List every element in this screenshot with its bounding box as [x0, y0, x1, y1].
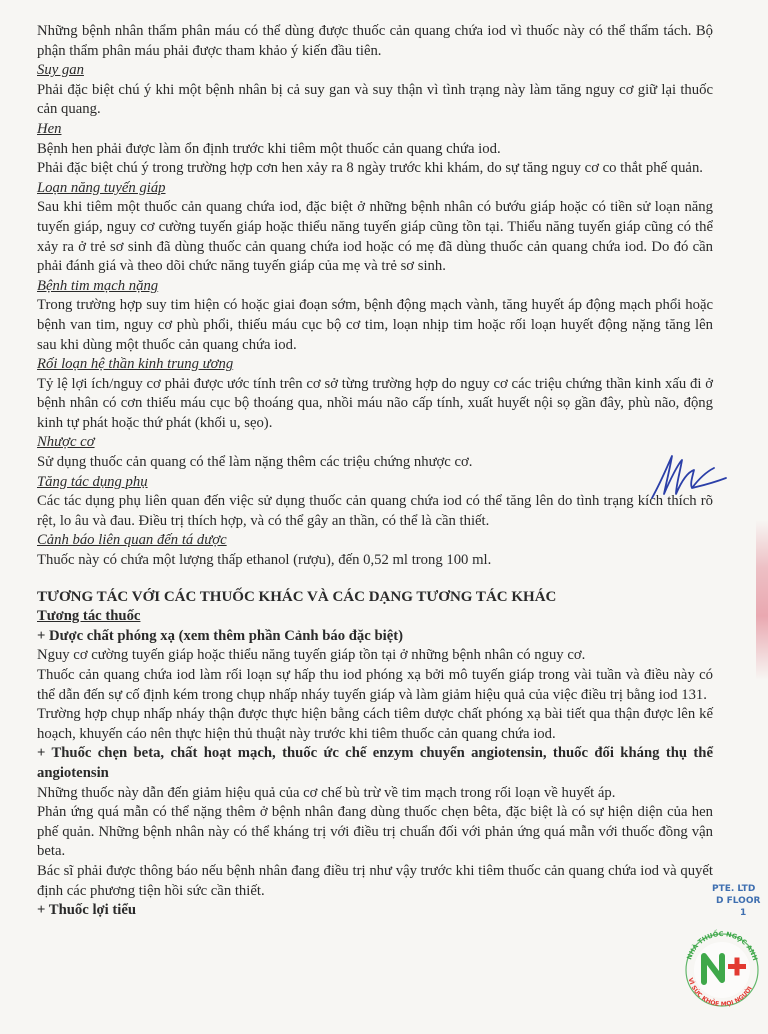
stamp-text-line2: D FLOOR — [716, 896, 761, 906]
subsection-heading: Rối loạn hệ thần kinh trung ương — [37, 356, 234, 373]
body-paragraph: Phản ứng quá mẫn có thể nặng thêm ở bệnh nhân đang dùng thuốc chẹn bêta, đặc biệt là có sự hiện diện của hen phế quản. Những bệnh nhân này có thể kháng trị với điều trị chuẩn đối với phản ứng quá mẫn với thuốc đồng vận beta. — [37, 804, 713, 860]
subsection-heading: Nhược cơ — [37, 434, 95, 451]
subsection-heading: Tăng tác dụng phụ — [37, 473, 148, 490]
body-paragraph: Những thuốc này dẫn đến giảm hiệu quả của cơ chế bù trừ về tim mạch trong rối loạn về huyết áp. — [37, 784, 616, 801]
subsection-heading: Bệnh tim mạch nặng — [37, 277, 159, 294]
body-paragraph: Các tác dụng phụ liên quan đến việc sử dụng thuốc cản quang chứa iod có thể tăng lên do tình trạng kích thích rõ rệt, lo âu và đau. Điều trị thích hợp, và có thể gây an thần, có thể là cần thiết. — [37, 493, 713, 529]
svg-text:VÌ SỨC KHỎE MỌI NGƯỜI: VÌ SỨC KHỎE MỌI NGƯỜI — [686, 977, 754, 1009]
body-paragraph: Phải đặc biệt chú ý trong trường hợp cơn hen xảy ra 8 ngày trước khi khám, do sự tăng nguy cơ co thắt phế quản. — [37, 160, 703, 177]
body-paragraph: Trong trường hợp suy tim hiện có hoặc giai đoạn sớm, bệnh động mạch vành, tăng huyết áp động mạch phổi hoặc bệnh van tim, nguy cơ phù phổi, thiếu máu cục bộ cơ tim, loạn nhịp tim hoặc rối loạn huyết động nặng tăng lên sau khi dùng một thuốc cản quang chứa iod. — [37, 297, 713, 353]
drug-group-heading: + Thuốc chẹn beta, chất hoạt mạch, thuốc ức chế enzym chuyển angiotensin, thuốc đối kháng thụ thể angiotensin — [37, 745, 713, 781]
body-paragraph: Trường hợp chụp nhấp nháy thận được thực hiện bằng cách tiêm dược chất phóng xạ bài tiết qua thận được lên kế hoạch, khuyến cáo nên thực hiện thủ thuật này trước khi tiêm thuốc cản quang chứa iod. — [37, 706, 713, 742]
stamp-text-line3: 1 — [740, 908, 747, 918]
body-paragraph: Nguy cơ cường tuyến giáp hoặc thiểu năng tuyến giáp tồn tại ở những bệnh nhân có nguy cơ. — [37, 647, 586, 664]
body-paragraph: Bệnh hen phải được làm ổn định trước khi tiêm một thuốc cản quang chứa iod. — [37, 140, 501, 157]
subsection-heading: Hen — [37, 120, 62, 137]
subsection-heading: Cảnh báo liên quan đến tá dược — [37, 532, 227, 549]
subsection-title: Tương tác thuốc — [37, 608, 141, 625]
body-paragraph: Sử dụng thuốc cản quang có thể làm nặng thêm các triệu chứng nhược cơ. — [37, 454, 473, 471]
subsection-heading: Suy gan — [37, 62, 84, 79]
body-paragraph: Những bệnh nhân thẩm phân máu có thể dùng được thuốc cản quang chứa iod vì thuốc này có thể thẩm tách. Bộ phận thẩm phân máu phải được tham khảo ý kiến đầu tiên. — [37, 23, 713, 59]
body-paragraph: Thuốc cản quang chứa iod làm rối loạn sự hấp thu iod phóng xạ bởi mô tuyến giáp trong vài tuần và điều này có thể dẫn đến sự cố định kém trong chụp nhấp nháy tuyến giáp và làm giảm hiệu quả của việc điều trị bằng iod 131. — [37, 667, 713, 703]
body-paragraph: Phải đặc biệt chú ý khi một bệnh nhân bị cả suy gan và suy thận vì tình trạng này làm tăng nguy cơ giữ lại thuốc cản quang. — [37, 81, 713, 118]
section-title: TƯƠNG TÁC VỚI CÁC THUỐC KHÁC VÀ CÁC DẠNG TƯƠNG TÁC KHÁC — [37, 588, 557, 605]
svg-text:NHÀ THUỐC NGỌC ANH: NHÀ THUỐC NGỌC ANH — [685, 929, 760, 962]
pharmacy-logo — [676, 918, 768, 1018]
drug-group-heading: + Thuốc lợi tiểu — [37, 902, 137, 919]
red-stamp-edge — [756, 520, 768, 680]
body-paragraph: Bác sĩ phải được thông báo nếu bệnh nhân đang điều trị như vậy trước khi tiêm thuốc cản quang chứa iod và quyết định các phương tiện hồi sức cần thiết. — [37, 862, 713, 899]
drug-group-heading: + Dược chất phóng xạ (xem thêm phần Cảnh báo đặc biệt) — [37, 627, 404, 644]
body-paragraph: Sau khi tiêm một thuốc cản quang chứa iod, đặc biệt ở những bệnh nhân có bướu giáp hoặc có tiền sử loạn năng tuyến giáp, nguy cơ cường tuyến giáp hoặc thiểu năng tuyến giáp cũng tồn tại. Thiểu năng tuyến giáp cũng có thể xảy ra ở trẻ sơ sinh đã dùng thuốc cản quang chứa iod hoặc có mẹ đã dùng thuốc cản quang chứa iod. Do đó cần phải đánh giá và theo dõi chức năng tuyến giáp của mẹ và trẻ sơ sinh. — [37, 199, 713, 275]
body-paragraph: Tỷ lệ lợi ích/nguy cơ phải được ước tính trên cơ sở từng trường hợp do nguy cơ các triệu chứng thần kinh xấu đi ở bệnh nhân có cơn thiếu máu cục bộ thoáng qua, nhồi máu não cấp tính, xuất huyết nội sọ gần đây, phù não, động kinh tự phát hoặc thứ phát (khối u, sẹo). — [37, 375, 713, 431]
body-paragraph: Thuốc này có chứa một lượng thấp ethanol (rượu), đến 0,52 ml trong 100 ml. — [37, 552, 492, 569]
document-body — [37, 22, 713, 921]
stamp-text-line1: PTE. LTD — [712, 884, 756, 894]
subsection-heading: Loạn năng tuyến giáp — [37, 179, 166, 196]
handwritten-signature — [648, 450, 730, 506]
